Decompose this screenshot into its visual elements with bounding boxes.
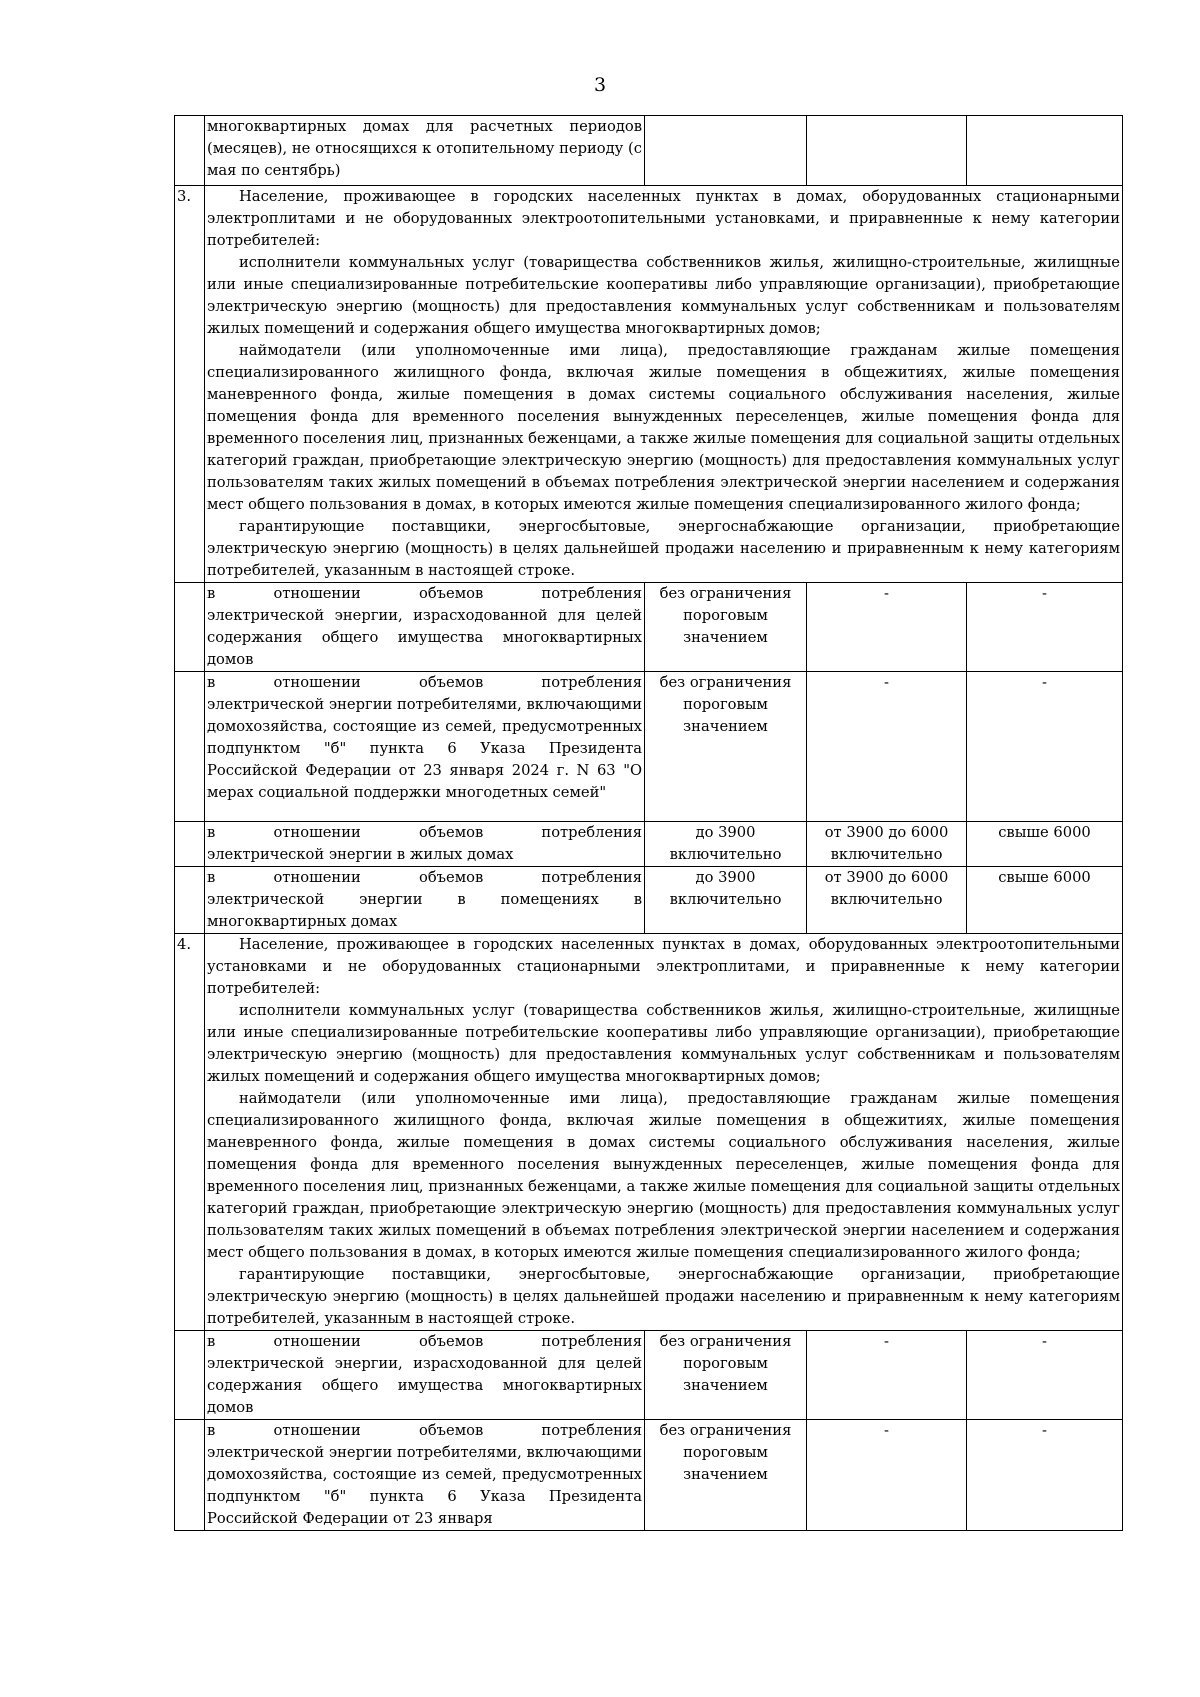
threshold-cell: до 3900 включительно [645, 822, 807, 867]
threshold-cell: без ограничения пороговым значением [645, 672, 807, 822]
row-description [205, 583, 645, 672]
threshold-cell: без ограничения пороговым значением [645, 1420, 807, 1531]
row-number-cell [175, 672, 205, 822]
row-number-cell [175, 583, 205, 672]
row-number-cell [175, 1420, 205, 1531]
value-cell [645, 116, 807, 186]
section-number: 3. [175, 186, 205, 583]
row-number-cell [175, 822, 205, 867]
section-header-row [175, 934, 1123, 1331]
section-description [205, 934, 1123, 1331]
threshold-cell: - [807, 583, 967, 672]
page-number: 3 [593, 74, 607, 96]
table-row [175, 672, 1123, 822]
table-row [175, 1420, 1123, 1531]
section-header-row [175, 186, 1123, 583]
section-paragraph: исполнители коммунальных услуг (товарищества собственников жилья, жилищно-строительные, жилищные или иные специализированные потребительские кооперативы либо управляющие организации), приобретающие электрическую энергию (мощность) для предоставления коммунальных услуг собственникам и пользователям жилых помещений и содержания общего имущества многоквартирных домов; [207, 254, 1120, 337]
row-description-first-line: в отношении объемов потребления [207, 1422, 642, 1439]
value-cell [807, 116, 967, 186]
table-row [175, 867, 1123, 934]
row-description [205, 867, 645, 934]
row-description [205, 672, 645, 822]
threshold-cell: свыше 6000 [967, 822, 1123, 867]
threshold-cell: - [967, 583, 1123, 672]
row-description-first-line: в отношении объемов потребления [207, 869, 642, 886]
threshold-cell: - [807, 1331, 967, 1420]
table-row [175, 822, 1123, 867]
threshold-cell: до 3900 включительно [645, 867, 807, 934]
threshold-cell: от 3900 до 6000 включительно [807, 867, 967, 934]
row-description-rest: электрической энергии в жилых домах [207, 846, 514, 863]
threshold-cell: свыше 6000 [967, 867, 1123, 934]
row-description-first-line: в отношении объемов потребления [207, 674, 642, 691]
row-description [205, 1420, 645, 1531]
tariff-table [174, 115, 1123, 1531]
table-row [175, 583, 1123, 672]
section-paragraph: гарантирующие поставщики, энергосбытовые, энергоснабжающие организации, приобретающие электрическую энергию (мощность) в целях дальнейшей продажи населению и приравненным к нему категориям потребителей, указанным в настоящей строке. [207, 518, 1120, 579]
table-row [175, 1331, 1123, 1420]
row-description: многоквартирных домах для расчетных периодов (месяцев), не относящихся к отопительному периоду (с мая по сентябрь) [205, 116, 645, 186]
row-description-first-line: в отношении объемов потребления [207, 585, 642, 602]
threshold-cell: - [967, 672, 1123, 822]
section-paragraph: Население, проживающее в городских населенных пунктах в домах, оборудованных стационарными электроплитами и не оборудованных электроотопительными установками, и приравненные к нему категории потребителей: [207, 188, 1120, 249]
section-paragraph: наймодатели (или уполномоченные ими лица), предоставляющие гражданам жилые помещения специализированного жилищного фонда, включая жилые помещения в общежитиях, жилые помещения маневренного фонда, жилые помещения в домах системы социального обслуживания населения, жилые помещения фонда для временного поселения вынужденных переселенцев, жилые помещения фонда для временного поселения лиц, признанных беженцами, а также жилые помещения для социальной защиты отдельных категорий граждан, приобретающие электрическую энергию (мощность) для предоставления коммунальных услуг пользователям таких жилых помещений в объемах потребления электрической энергии населением и содержания мест общего пользования в домах, в которых имеются жилые помещения специализированного жилого фонда; [207, 1090, 1120, 1261]
row-number-cell [175, 1331, 205, 1420]
threshold-cell: - [967, 1331, 1123, 1420]
section-paragraph: наймодатели (или уполномоченные ими лица), предоставляющие гражданам жилые помещения специализированного жилищного фонда, включая жилые помещения в общежитиях, жилые помещения маневренного фонда, жилые помещения в домах системы социального обслуживания населения, жилые помещения фонда для временного поселения вынужденных переселенцев, жилые помещения фонда для временного поселения лиц, признанных беженцами, а также жилые помещения для социальной защиты отдельных категорий граждан, приобретающие электрическую энергию (мощность) для предоставления коммунальных услуг пользователям таких жилых помещений в объемах потребления электрической энергии населением и содержания мест общего пользования в домах, в которых имеются жилые помещения специализированного жилого фонда; [207, 342, 1120, 513]
threshold-cell: без ограничения пороговым значением [645, 583, 807, 672]
row-description-rest: электрической энергии потребителями, включающими домохозяйства, состоящие из семей, предусмотренных подпунктом "б" пункта 6 Указа Президента Российской Федерации от 23 января 2024 г. N 63 "О мерах социальной поддержки многодетных семей" [207, 696, 642, 801]
section-paragraph: исполнители коммунальных услуг (товарищества собственников жилья, жилищно-строительные, жилищные или иные специализированные потребительские кооперативы либо управляющие организации), приобретающие электрическую энергию (мощность) для предоставления коммунальных услуг собственникам и пользователям жилых помещений и содержания общего имущества многоквартирных домов; [207, 1002, 1120, 1085]
threshold-cell: - [967, 1420, 1123, 1531]
row-description-rest: электрической энергии потребителями, включающими домохозяйства, состоящие из семей, предусмотренных подпунктом "б" пункта 6 Указа Президента Российской Федерации от 23 января [207, 1444, 642, 1527]
section-description [205, 186, 1123, 583]
row-description-rest: электрической энергии, израсходованной для целей содержания общего имущества многоквартирных домов [207, 607, 642, 668]
section-paragraph: Население, проживающее в городских населенных пунктах в домах, оборудованных электроотопительными установками и не оборудованных стационарными электроплитами, и приравненные к нему категории потребителей: [207, 936, 1120, 997]
value-cell [967, 116, 1123, 186]
row-number-cell [175, 867, 205, 934]
threshold-cell: - [807, 1420, 967, 1531]
row-description [205, 1331, 645, 1420]
section-paragraph: гарантирующие поставщики, энергосбытовые, энергоснабжающие организации, приобретающие электрическую энергию (мощность) в целях дальнейшей продажи населению и приравненным к нему категориям потребителей, указанным в настоящей строке. [207, 1266, 1120, 1327]
row-description-rest: электрической энергии в помещениях в многоквартирных домах [207, 891, 642, 930]
table-row [175, 116, 1123, 186]
threshold-cell: без ограничения пороговым значением [645, 1331, 807, 1420]
row-description-rest: электрической энергии, израсходованной для целей содержания общего имущества многоквартирных домов [207, 1355, 642, 1416]
threshold-cell: от 3900 до 6000 включительно [807, 822, 967, 867]
row-description [205, 822, 645, 867]
threshold-cell: - [807, 672, 967, 822]
section-number: 4. [175, 934, 205, 1331]
row-number-cell [175, 116, 205, 186]
row-description-first-line: в отношении объемов потребления [207, 824, 642, 841]
row-description-first-line: в отношении объемов потребления [207, 1333, 642, 1350]
